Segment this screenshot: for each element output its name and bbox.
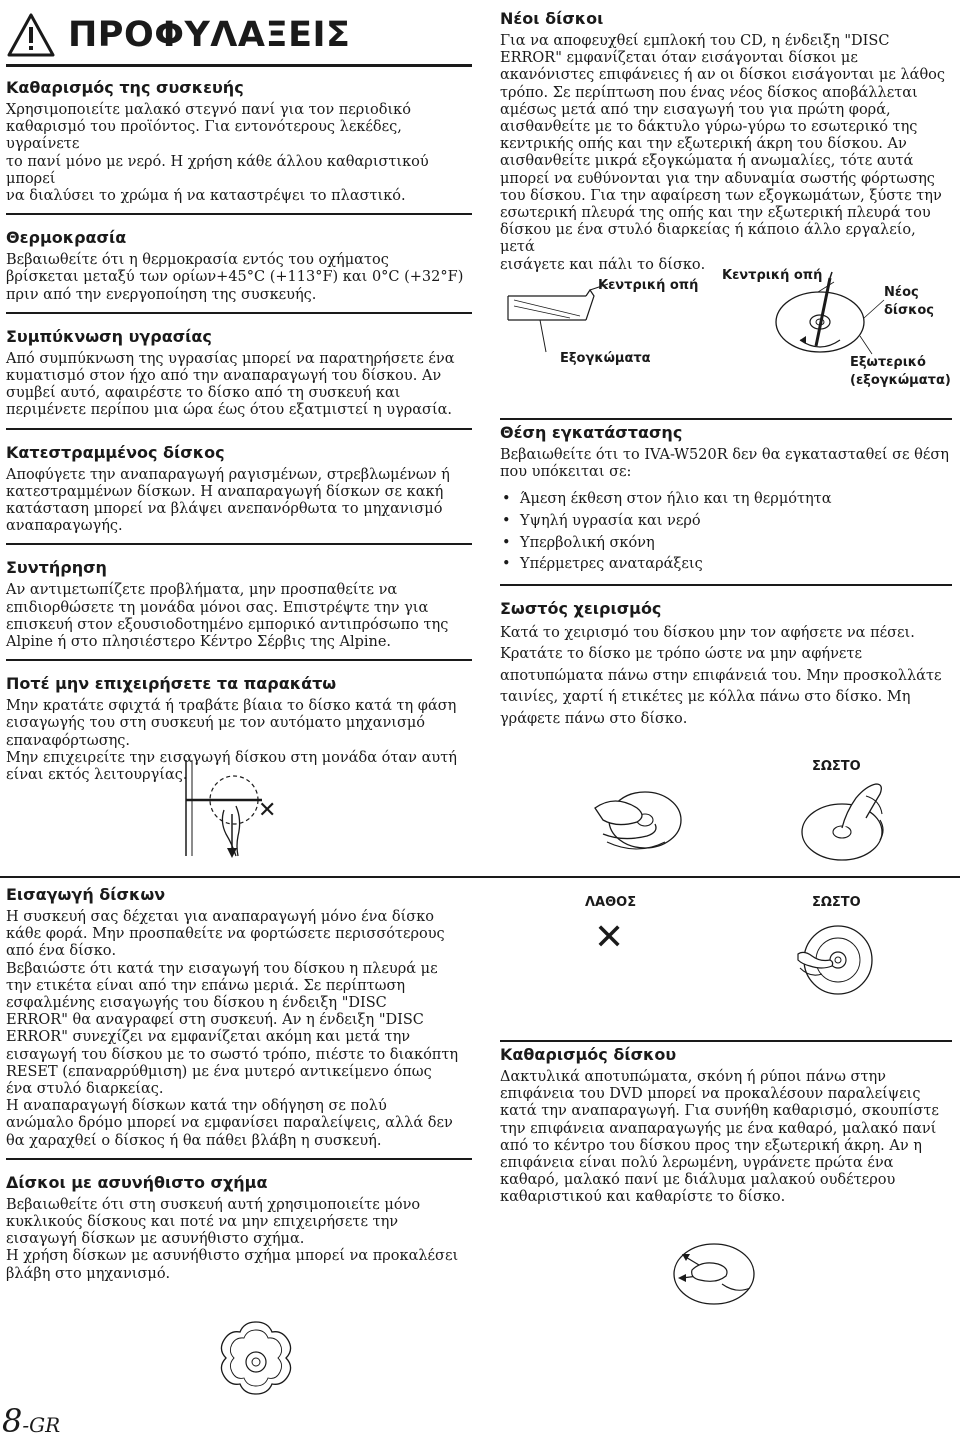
label-center-hole: Κεντρική οπή xyxy=(722,268,823,283)
left-column-top xyxy=(6,8,472,804)
section-body: Βεβαιωθείτε ότι η θερμοκρασία εντός του οχήματος βρίσκεται μεταξύ των ορίων+45°C (+113°F) και 0°C (+32°F) πριν από την ενεργοποίηση της συσκευής. xyxy=(6,252,464,303)
section-heading: Καθαρισμός της συσκευής xyxy=(6,78,244,97)
hazard-list xyxy=(500,489,952,575)
warning-triangle-icon xyxy=(6,12,56,58)
section-body: Βεβαιωθείτε ότι το IVA-W520R δεν θα εγκατασταθεί σε θέση που υπόκειται σε: xyxy=(500,447,949,481)
page-header xyxy=(6,8,472,62)
section-maintenance xyxy=(6,557,472,661)
section-install-position xyxy=(500,422,952,586)
section-heading: Κατεστραμμένος δίσκος xyxy=(6,442,225,462)
section-body: Βεβαιωθείτε ότι στη συσκευή αυτή χρησιμοποιείτε μόνο κυκλικούς δίσκους και ποτέ να μην επιχειρήσετε την εισαγωγή δίσκων με ασυνήθιστο σχήμα. Η χρήση δίσκων με ασυνήθιστο σχήμα μπορεί να προκαλέσει βλάβη στο μηχανισμό. xyxy=(6,1196,459,1282)
section-disc-cleaning xyxy=(500,1044,952,1207)
right-column-top xyxy=(500,8,952,274)
page-number-value: 8 xyxy=(2,1402,23,1440)
label-center-hole: Κεντρική οπή xyxy=(598,278,699,293)
section-heading: Συμπύκνωση υγρασίας xyxy=(6,326,212,346)
disc-wiping-illustration xyxy=(662,1234,762,1314)
section-new-discs xyxy=(500,8,952,274)
section-heading: Εισαγωγή δίσκων xyxy=(6,885,166,904)
section-body: Χρησιμοποιείτε μαλακό στεγνό πανί για τον περιοδικό καθαρισμό του προϊόντος. Για εντονότερους λεκέδες, υγραίνετε το πανί μόνο με νερό. Η χρήση κάθε άλλου καθαριστικού μπορεί να διαλύσει το χρώμα ή να καταστρέψει το πλαστικό. xyxy=(6,102,429,205)
hand-holding-disc-correct-illustration xyxy=(786,776,896,872)
list-item: • Υπερβολική σκόνη xyxy=(500,533,952,555)
section-disc-insertion xyxy=(6,884,472,1160)
left-column-bottom xyxy=(6,884,472,1283)
section-body: Η συσκευή σας δέχεται για αναπαραγωγή μόνο ένα δίσκο κάθε φορά. Μην προσπαθείτε να φορτώσετε περισσότερους από ένα δίσκο. Βεβαιώστε ότι κατά την εισαγωγή του δίσκου η πλευρά με την ετικέτα είναι από την επάνω μεριά. Σε περίπτωση εσφαλμένης εισαγωγής του δίσκου η ένδειξη "DISC ERROR" θα αναγραφεί στη συσκευή. Αν η ένδειξη "DISC ERROR" συνεχίζει να εμφανίζεται ακόμη και μετά την εισαγωγή του δίσκου με το σωστό τρόπο, πιέστε το διακόπτη RESET (επαναρρύθμιση) με ένα μυτερό αντικείμενο όπως ένα στυλό διαρκείας. Η αναπαραγωγή δίσκων κατά την οδήγηση σε πολύ ανώμαλο δρόμο μπορεί να εμφανίσει παραλείψεις, αλλά δεν θα χαραχθεί ο δίσκος ή θα πάθει βλάβη η συσκευή. xyxy=(6,909,459,1149)
page-title: ΠΡΟΦΥΛΑΞΕΙΣ xyxy=(68,15,351,55)
page-divider xyxy=(0,876,960,878)
section-body: Αποφύγετε την αναπαραγωγή ραγισμένων, στρεβλωμένων ή κατεστραμμένων δίσκων. Η αναπαραγωγή δίσκων σε κακή κατάσταση μπορεί να βλάψει ανεπανόρθωτα το μηχανισμό αναπαραγωγής. xyxy=(6,466,450,535)
right-column-middle xyxy=(500,418,952,730)
section-cleaning-device xyxy=(6,77,472,215)
label-wrong: ΛΑΘΟΣ xyxy=(585,895,637,910)
label-correct: ΣΩΣΤΟ xyxy=(812,895,861,910)
list-item: • Άμεση έκθεση στον ήλιο και τη θερμότητα xyxy=(500,489,952,511)
section-heading: Θέση εγκατάστασης xyxy=(500,423,683,442)
section-heading: Νέοι δίσκοι xyxy=(500,9,604,28)
hand-holding-disc-wrong-illustration xyxy=(585,778,695,868)
section-body: Μην κρατάτε σφιχτά ή τραβάτε βίαια το δίσκο κατά τη φάση εισαγωγής του στη συσκευή με τον αυτόματο μηχανισμό επαναφόρτωσης. Μην επιχειρείτε την εισαγωγή δίσκου στη μονάδα όταν αυτή είναι εκτός λειτουργίας. xyxy=(6,698,457,784)
label-bumps: Εξογκώματα xyxy=(560,351,651,366)
section-body: Κατά το χειρισμό του δίσκου μην τον αφήσετε να πέσει. Κρατάτε το δίσκο με τρόπο ώστε να μην αφήνετε αποτυπώματα πάνω στην επιφάνειά του. Μην προσκολλάτε ταινίες, χαρτί ή ετικέτες με κόλλα πάνω στο δίσκο. Μη γράφετε πάνω στο δίσκο. xyxy=(500,624,942,727)
right-column-bottom xyxy=(500,1040,952,1207)
label-correct: ΣΩΣΤΟ xyxy=(812,759,861,774)
disc-label-up-illustration xyxy=(790,914,880,1004)
label-outer-bumps: Εξωτερικό (εξογκώματα) xyxy=(850,355,951,388)
section-irregular-discs xyxy=(6,1172,472,1283)
section-temperature xyxy=(6,227,472,314)
new-disc-illustration xyxy=(500,270,952,390)
section-body: Αν αντιμετωπίζετε προβλήματα, μην προσπαθείτε να επιδιορθώσετε τη μονάδα μόνοι σας. Επιστρέψτε την για επισκευή στον εξουσιοδοτημένο εμπορικό αντιπρόσωπο της Alpine ή στο πλησιέστερο Κέντρο Σέρβις της Alpine. xyxy=(6,582,449,651)
section-heading: Δίσκοι με ασυνήθιστο σχήμα xyxy=(6,1172,268,1192)
page-number-suffix: -GR xyxy=(22,1413,61,1437)
section-body: Δακτυλικά αποτυπώματα, σκόνη ή ρύποι πάνω στην επιφάνεια του DVD μπορεί να προκαλέσουν παραλείψεις κατά την αναπαραγωγή. Για συνήθη καθαρισμό, σκουπίστε την επιφάνεια αναπαραγωγής με ένα καθαρό, μαλακό πανί από το κέντρο του δίσκου προς την εξωτερική άκρη. Αν η επιφάνεια είναι πολύ λερωμένη, υγράνετε πρώτα ένα καθαρό, μαλακό πανί με διάλυμα μαλακού ουδέτερου καθαριστικού και καθαρίστε το δίσκο. xyxy=(500,1069,939,1206)
section-heading: Συντήρηση xyxy=(6,558,107,578)
list-item: • Υψηλή υγρασία και νερό xyxy=(500,511,952,533)
section-body: Από συμπύκνωση της υγρασίας μπορεί να παρατηρήσετε ένα κυματισμό στον ήχο από την αναπαραγωγή του δίσκου. Αν συμβεί αυτό, αφαιρέστε το δίσκο από τη συσκευή και περιμένετε περίπου μια ώρα έως ότου εξατμιστεί η υγρασία. xyxy=(6,350,455,419)
section-body: Για να αποφευχθεί εμπλοκή του CD, η ένδειξη "DISC ERROR" εμφανίζεται όταν εισάγονται δίσκοι με ακανόνιστες επιφάνειες ή αν οι δίσκοι εισάγονται με λάθος τρόπο. Σε περίπτωση που ένας νέος δίσκος αποβάλλεται αμέσως μετά από την εισαγωγή του για πρώτη φορά, αισθανθείτε με το δάκτυλο γύρω-γύρω το εσωτερικό της κεντρικής οπής και την εξωτερική άκρη του δίσκου. Αν αισθανθείτε μικρά εξογκώματα ή ανωμαλίες, τότε αυτά μπορεί να ευθύνονται για την αδυναμία σωστής φόρτωσης του δίσκου. Για την αφαίρεση των εξογκωμάτων, ξύστε την εσωτερική πλευρά της οπής και την εξωτερική πλευρά του δίσκου με ένα στυλό διαρκείας ή κάποιο άλλο εργαλείο, μετά εισάγετε και πάλι το δίσκο. xyxy=(500,33,946,273)
section-heading: Θερμοκρασία xyxy=(6,228,127,248)
label-new-disc: Νέος δίσκος xyxy=(884,285,934,318)
section-condensation xyxy=(6,326,472,430)
list-item: • Υπέρμετρες αναταράξεις xyxy=(500,554,952,576)
section-handling xyxy=(500,598,952,731)
irregular-disc-illustration xyxy=(210,1316,302,1408)
section-heading: Καθαρισμός δίσκου xyxy=(500,1045,677,1064)
section-heading: Ποτέ μην επιχειρήσετε τα παρακάτω xyxy=(6,674,337,694)
section-heading: Σωστός χειρισμός xyxy=(500,598,662,618)
page-number xyxy=(2,1403,60,1443)
wrong-mark-icon: ✕ xyxy=(594,917,625,958)
wrong-mark-icon: ✕ xyxy=(258,798,277,823)
section-damaged-disc xyxy=(6,442,472,546)
